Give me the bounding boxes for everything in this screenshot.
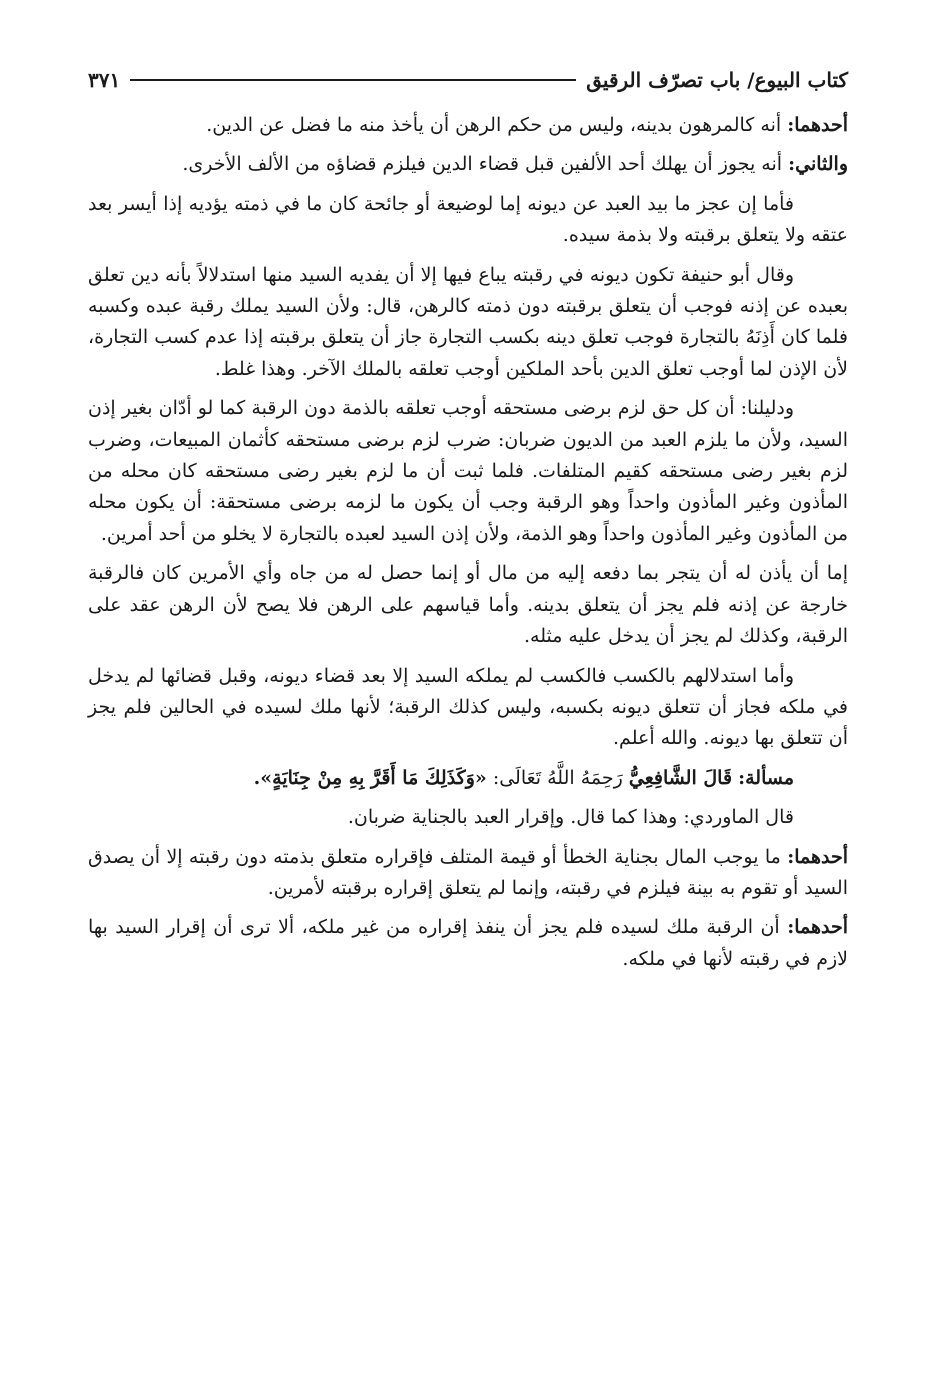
paragraph-confession-first <box>88 842 848 905</box>
paragraph-text: وقال أبو حنيفة تكون ديونه في رقبته يباع فيها إلا أن يفديه السيد منها استدلالاً بأنه دين تعلق بعبده عن إذنه فوجب أن يتعلق برقبته دون ذمته كالرهن، قال: ولأن السيد يملك رقبة عبده وكسبه فلما كان أَذِنَهُ بالتجارة فوجب تعلق دينه بكسب التجارة جاز أن يتعلق برقبته إذا عدم كسب التجارة، لأن الإذن لما أوجب تعلق الدين بأحد الملكين أوجب تعلقه بالملك الآخر. وهذا غلط. <box>88 263 848 380</box>
paragraph-text: قال الماوردي: وهذا كما قال. وإقرار العبد بالجناية ضربان. <box>347 806 794 829</box>
paragraph-text: ودليلنا: أن كل حق لزم برضى مستحقه أوجب تعلقه بالذمة دون الرقبة كما لو أدّان بغير إذن السيد، ولأن ما يلزم العبد من الديون ضربان: ضرب لزم برضى مستحقه كأثمان المبيعات، وضرب لزم بغير رضى مستحقه كقيم المتلفات. فلما ثبت أن ما لزم بغير رضى مستحقه كان محله من المأذون وغير المأذون واحداً وهو الرقبة وجب أن يكون ما لزمه برضى مستحقة: أن يكون محله من المأذون وغير المأذون واحداً وهو الذمة، ولأن إذن السيد لعبده بالتجارة لا يخلو من أحد أمرين. <box>88 397 848 545</box>
running-header <box>88 58 848 102</box>
paragraph-lead: أحدهما: <box>787 916 848 939</box>
paragraph-text: ما يوجب المال بجناية الخطأ أو قيمة المتلف فإقراره متعلق بذمته دون رقبته إلا أن يصدق السيد أو تقوم به بينة فيلزم في رقبته، وإنما لم يتعلق إقراره برقبته لأمرين. <box>88 845 848 899</box>
paragraph-our-evidence <box>88 393 848 550</box>
paragraph-lead: والثاني: <box>788 153 848 176</box>
paragraph-permission-cases <box>88 558 848 652</box>
masala-heading <box>88 763 848 794</box>
paragraph-text: أن الرقبة ملك لسيده فلم يجز أن ينفذ إقراره من غير ملكه، ألا ترى أن إقرار السيد بها لازم في رقبته لأنها في ملكه. <box>88 916 848 970</box>
paragraph-text: أنه كالمرهون بدينه، وليس من حكم الرهن أن يأخذ منه ما فضل عن الدين. <box>206 114 788 136</box>
paragraph-abu-hanifa <box>88 260 848 386</box>
masala-speaker: قَالَ الشَّافِعِيُّ <box>628 766 733 789</box>
paragraph-text: فأما إن عجز ما بيد العبد عن ديونه إما لوضيعة أو جائحة كان ما في ذمته يؤديه إذا أيسر بعد عتقه ولا يتعلق برقبته ولا بذمة سيده. <box>88 192 848 247</box>
paragraph-text: أنه يجوز أن يهلك أحد الألفين قبل قضاء الدين فيلزم قضاؤه من الألف الأخرى. <box>182 153 789 176</box>
paragraph-second-reason <box>88 149 848 180</box>
masala-label: مسألة: <box>738 766 794 789</box>
chapter-title: كتاب البيوع/ باب تصرّف الرقيق <box>586 68 848 92</box>
paragraph-first-reason <box>88 110 848 141</box>
paragraph-mawardi <box>88 802 848 833</box>
page-body <box>88 110 848 975</box>
paragraph-confession-second <box>88 912 848 975</box>
paragraph-lead: أحدهما: <box>787 114 848 136</box>
header-rule <box>130 79 576 81</box>
paragraph-earnings-argument <box>88 661 848 755</box>
paragraph-insolvency <box>88 189 848 252</box>
paragraph-lead: أحدهما: <box>787 845 848 868</box>
masala-quote: «وَكَذَلِكَ مَا أَقَرَّ بِهِ مِنْ جِنَايَةٍ». <box>253 766 487 789</box>
paragraph-text: إما أن يأذن له أن يتجر بما دفعه إليه من مال أو إنما حصل له من جاه وأي الأمرين كان فالرقبة خارجة عن إذنه فلم يجز أن يتعلق بدينه. وأما قياسهم على الرهن فلا يصح لأن الرهن عقد على الرقبة، وكذلك لم يجز أن يدخل عليه مثله. <box>88 562 848 648</box>
paragraph-text: وأما استدلالهم بالكسب فالكسب لم يملكه السيد إلا بعد قضاء ديونه، وقبل قضائها لم يدخل في ملكه فجاز أن تتعلق ديونه بكسبه، وليس كذلك الرقبة؛ لأنها ملك لسيده في الحالين فلم يجز أن تتعلق بها ديونه. والله أعلم. <box>88 664 848 750</box>
book-page <box>88 58 848 983</box>
masala-formula: رَحِمَهُ اللَّهُ تَعَالَى: <box>492 766 623 789</box>
page-number: ٣٧١ <box>88 68 121 92</box>
